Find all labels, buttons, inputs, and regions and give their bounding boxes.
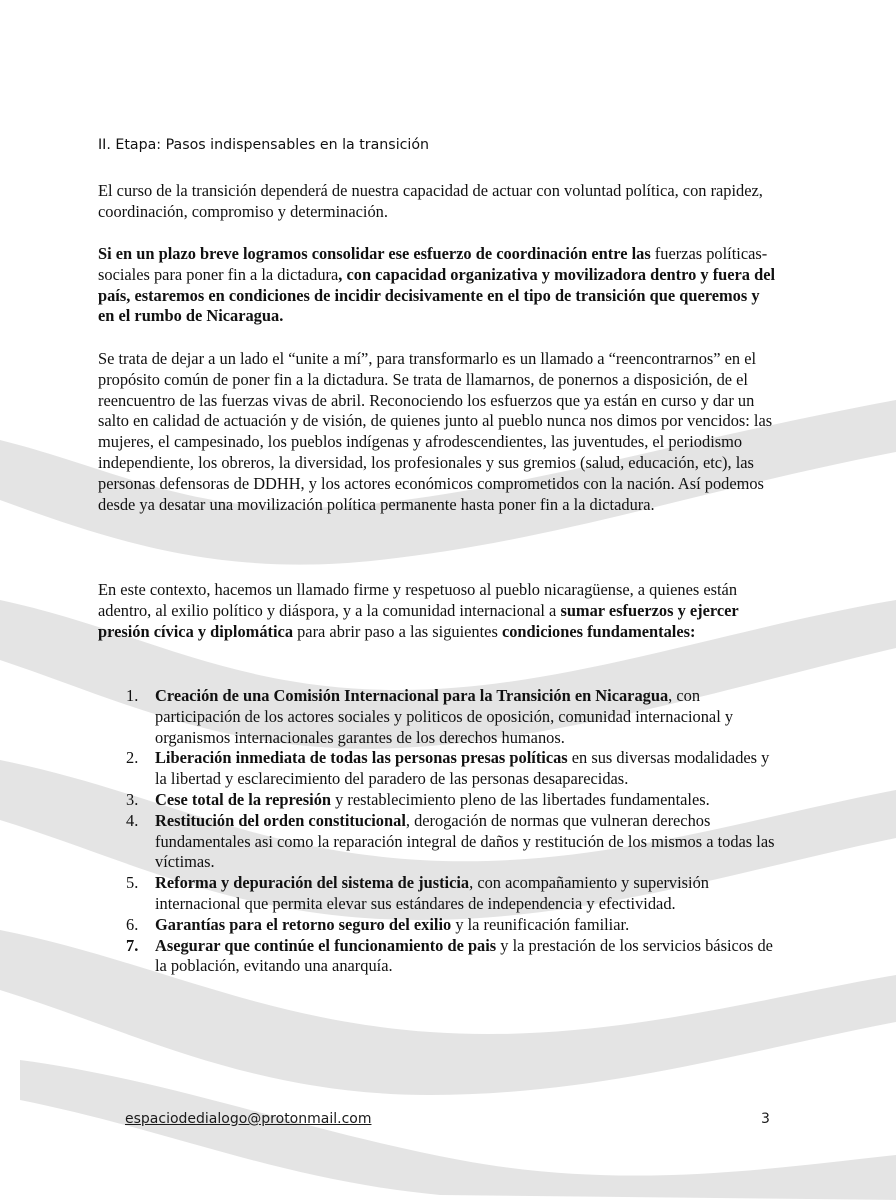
paragraph-coordination — [98, 244, 780, 327]
list-item-text: y la prestación de los servicios básicos de la población, evitando una anarquía. — [155, 935, 773, 976]
paragraph-coordination-part-a: Si en un plazo breve logramos consolidar ese esfuerzo de coordinación entre las — [98, 244, 655, 263]
list-item-text: y la reunificación familiar. — [451, 914, 630, 934]
list-item-bold: Restitución del orden constitucional — [155, 810, 406, 830]
list-item — [98, 915, 780, 936]
list-item-number: 1. — [126, 686, 139, 705]
list-item-number: 4. — [126, 810, 139, 830]
list-item-text: y restablecimiento pleno de las libertades fundamentales. — [331, 789, 710, 809]
paragraph-call-part-a: En este contexto, hacemos un llamado firme y respetuoso al pueblo nicaragüense, a quienes están adentro, al exilio político y diáspora, y a la comunidad internacional a — [98, 580, 738, 620]
paragraph-coordination-part-b: fuerzas políticas-sociales para poner fin a la dictadura — [98, 244, 768, 284]
paragraph-coordination-part-c: , con capacidad organizativa y movilizadora dentro y fuera del país, estaremos en condiciones de incidir decisivamente en el tipo de transición que queremos y en el rumbo de Nicaragua. — [98, 264, 776, 326]
list-item-number: 7. — [126, 935, 139, 955]
paragraph-intro: El curso de la transición dependerá de nuestra capacidad de actuar con voluntad política, con rapidez, coordinación, compromiso y determinación. — [98, 181, 763, 221]
list-item — [98, 686, 780, 748]
footer-email-link[interactable]: espaciodedialogo@protonmail.com — [125, 1111, 372, 1127]
list-item-number: 6. — [126, 914, 139, 934]
list-item-bold: Liberación inmediata de todas las personas presas políticas — [155, 748, 568, 768]
list-item-bold: Garantías para el retorno seguro del exilio — [155, 914, 452, 934]
paragraph-reencounter: Se trata de dejar a un lado el “unite a mí”, para transformarlo es un llamado a “reencontrarnos” en el propósito común de poner fin a la dictadura. Se trata de llamarnos, de ponernos a disposición, de el reencuentro de las fuerzas vivas de abril. Reconociendo los esfuerzos que ya están en curso y dar un salto en calidad de actuación y de visión, de quienes junto al pueblo nunca nos dimos por vencidos: las mujeres, el campesinado, los pueblos indígenas y afrodescendientes, las juventudes, el periodismo independiente, los obreros, la diversidad, los profesionales y sus gremios (salud, educación, etc), las personas defensoras de DDHH, y los actores económicos comprometidos con la nación. Así podemos desde ya desatar una movilización política permanente hasta poner fin a la dictadura. — [98, 349, 773, 514]
list-item — [98, 790, 780, 811]
conditions-list — [98, 686, 780, 977]
paragraph-call — [98, 580, 780, 642]
paragraph-call-part-b: sumar esfuerzos y ejercer presión cívica y diplomática — [98, 600, 739, 641]
list-item-text: , con participación de los actores sociales y politicos de oposición, comunidad internacional y organismos internacionales garantes de los derechos humanos. — [155, 686, 734, 747]
list-item-bold: Cese total de la represión — [155, 789, 332, 809]
list-item-text: en sus diversas modalidades y la libertad y esclarecimiento del paradero de las personas desaparecidas. — [155, 748, 770, 789]
paragraph-call-part-d: condiciones fundamentales: — [501, 621, 696, 641]
list-item-bold: Reforma y depuración del sistema de justicia — [155, 873, 470, 893]
list-item-number: 2. — [126, 748, 139, 768]
list-item — [98, 811, 780, 873]
list-item-bold: Creación de una Comisión Internacional para la Transición en Nicaragua — [155, 686, 669, 705]
list-item-bold: Asegurar que continúe el funcionamiento de pais — [155, 935, 497, 955]
list-item-number: 5. — [126, 873, 139, 893]
section-heading: II. Etapa: Pasos indispensables en la transición — [98, 137, 430, 153]
paragraph-call-part-c: para abrir paso a las siguientes — [293, 621, 502, 641]
list-item-text: , derogación de normas que vulneran derechos fundamentales asi como la reparación integral de daños y restitución de los mismos a todas las víctimas. — [155, 810, 775, 872]
page-number: 3 — [761, 1111, 770, 1127]
list-item-text: , con acompañamiento y supervisión internacional que permita elevar sus estándares de independencia y efectividad. — [155, 873, 710, 913]
list-item — [98, 873, 780, 915]
list-item — [98, 748, 780, 790]
list-item-number: 3. — [126, 789, 139, 809]
list-item — [98, 936, 780, 978]
